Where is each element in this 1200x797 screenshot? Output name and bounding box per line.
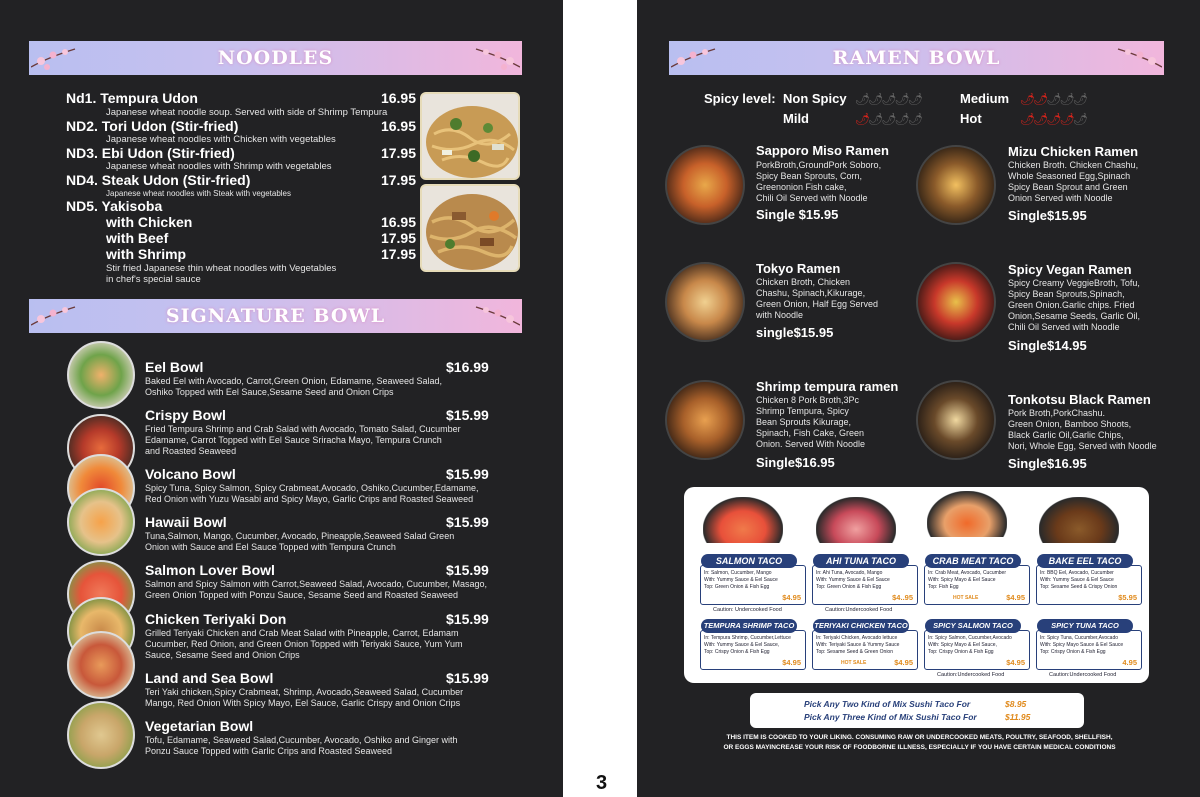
caution-note: Caution:Undercooked Food [825, 607, 893, 613]
bowl-desc-line: Onion with Sauce and Eel Sauce Topped with Tempura Crunch [145, 542, 396, 552]
bowl-desc-line: Red Onion with Yuzu Wasabi and Spicy Mayo, Garlic Crips and Roasted Seaweed [145, 494, 474, 504]
chili-icon: 🌶 [855, 92, 869, 106]
ramen-desc-line: Chicken Broth. Chicken Chashu, [1008, 160, 1139, 170]
taco-photo [927, 491, 1007, 537]
bowl-desc [145, 687, 495, 709]
taco-info-line: In: Salmon, Cucumber, Mango [704, 570, 772, 576]
ramen-photo [916, 262, 996, 342]
chili-icon: 🌶 [1033, 92, 1047, 106]
ramen-banner [669, 41, 1164, 75]
chili-icon: 🌶 [907, 92, 922, 106]
caution-note: Caution:Undercooked Food [1049, 672, 1117, 678]
ramen-desc-line: Green Onion, Bamboo Shoots, [1008, 419, 1132, 429]
taco-info-line: In: Ahi Tuna, Avocado, Mango [816, 570, 883, 576]
cherry-blossom-icon [31, 301, 77, 331]
noodle-price: 16.95 [380, 118, 416, 134]
ramen-desc [756, 395, 916, 450]
bowl-name: Volcano Bowl [145, 466, 236, 482]
taco-price: $5.95 [1118, 593, 1137, 602]
chili-icon: 🌶 [1059, 92, 1073, 106]
noodles-title: NOODLES [217, 47, 334, 69]
bowl-desc-line: Grilled Teriyaki Chicken and Crab Meat Salad with Pineapple, Carrot, Edamam [145, 628, 459, 638]
ramen-desc-line: Pork Broth,PorkChashu. [1008, 408, 1106, 418]
ramen-desc-line: Spicy Bean Sprout and Green [1008, 182, 1128, 192]
taco-price: $4.95 [782, 658, 801, 667]
chili-icon: 🌶 [1033, 112, 1047, 126]
ramen-name: Tonkotsu Black Ramen [1008, 392, 1151, 407]
taco-info-line: In: Crab Meat, Avocado, Cucumber [928, 570, 1007, 576]
bowl-desc [145, 483, 495, 505]
ramen-desc-line: Green Onion, Half Egg Served [756, 299, 879, 309]
ramen-desc-line: PorkBroth,GroundPork Soboro, [756, 160, 882, 170]
bowl-desc-line: Tuna,Salmon, Mango, Cucumber, Avocado, Pineapple,Seaweed Salad Green [145, 531, 455, 541]
bowl-price: $15.99 [446, 466, 489, 482]
combo-offer-price: $8.95 [1005, 699, 1027, 709]
combo-offer-text: Pick Any Three Kind of Mix Sushi Taco For [804, 712, 977, 722]
cherry-blossom-icon [474, 43, 520, 73]
taco-name: AHI TUNA TACO [813, 554, 909, 568]
menu-page-right [637, 0, 1200, 797]
bowl-price: $15.99 [446, 514, 489, 530]
taco-price: $4.95 [782, 593, 801, 602]
ramen-desc-line: Chicken 8 Pork Broth,3Pc [756, 395, 860, 405]
taco-price: $4.95 [1006, 593, 1025, 602]
taco-info-line: In: Tempura Shrimp, Cucumber,Lettuce [704, 635, 791, 641]
noodles-banner [29, 41, 522, 75]
ramen-title: RAMEN BOWL [832, 47, 1001, 69]
chili-icon: 🌶 [881, 92, 895, 106]
bowl-desc-line: Salmon and Spicy Salmon with Carrot,Seaweed Salad, Avocado, Cucumber, Masago, [145, 579, 488, 589]
noodle-desc: Stir fried Japanese thin wheat noodles with Vegetables [106, 263, 337, 274]
ramen-desc-line: Chili Oil Served with Noodle [1008, 322, 1120, 332]
taco-price: $4.95 [1006, 658, 1025, 667]
ramen-price: Single $15.95 [756, 207, 839, 222]
taco-info-line: With: Yummy Sauce & Eel Sauce [1040, 577, 1114, 583]
taco-info-line: With: Spicy Mayo & Eel Sauce, [928, 642, 997, 648]
bowl-desc-line: Oshiko Topped with Eel Sauce,Sesame Seed and Onion Crips [145, 387, 394, 397]
taco-name: TERIYAKI CHICKEN TACO [813, 619, 909, 633]
ramen-desc [1008, 160, 1168, 204]
taco-price: 4.95 [1122, 658, 1137, 667]
taco-info-line: Top: Green Onion & Fish Egg [704, 584, 770, 590]
bowl-desc-line: and Roasted Seaweed [145, 446, 237, 456]
taco-name: SPICY SALMON TACO [925, 619, 1021, 633]
bowl-name: Salmon Lover Bowl [145, 562, 275, 578]
bowl-desc [145, 735, 495, 757]
noodle-photo [420, 92, 520, 180]
menu-page-left [0, 0, 563, 797]
chili-icon: 🌶 [1046, 92, 1060, 106]
cherry-blossom-icon [1116, 43, 1162, 73]
taco-info-line: With: Yummy Sauce & Eel Sauce [704, 577, 778, 583]
bowl-name: Land and Sea Bowl [145, 670, 274, 686]
chili-icon: 🌶 [1059, 112, 1073, 126]
signature-banner [29, 299, 522, 333]
ramen-desc-line: Onion Served with Noodle [1008, 193, 1113, 203]
noodle-desc: in chef's special sauce [106, 274, 201, 285]
ramen-desc [756, 160, 916, 204]
bowl-price: $15.99 [446, 670, 489, 686]
taco-info-line: Top: Green Onion & Fish Egg [816, 584, 882, 590]
food-warning-line: OR EGGS MAYINCREASE YOUR RISK OF FOODBORNE ILLNESS, ESPECIALLY IF YOU HAVE CERTAIN MEDICAL CONDITIONS [723, 744, 1116, 751]
taco-info-line: In: Spicy Salmon, Cucumber,Avocado [928, 635, 1012, 641]
bowl-name: Crispy Bowl [145, 407, 226, 423]
ramen-desc [1008, 408, 1178, 452]
taco-info-line: With: Spicy Mayo Sauce & Eel Sauce [1040, 642, 1124, 648]
noodle-price: 17.95 [380, 145, 416, 161]
taco-info-line: In: Spicy Tuna, Cucumber,Avocado [1040, 635, 1119, 641]
cherry-blossom-icon [474, 301, 520, 331]
chili-rating [1020, 112, 1086, 126]
noodle-name: ND3. Ebi Udon (Stir-fried) [66, 145, 235, 161]
noodle-option-name: with Beef [106, 230, 169, 246]
bowl-desc-line: Sauce, Sesame Seed and Onion Crips [145, 650, 300, 660]
taco-info [924, 630, 1030, 670]
bowl-price: $15.99 [446, 407, 489, 423]
chili-icon: 🌶 [894, 92, 908, 106]
noodle-option-name: with Shrimp [106, 246, 187, 262]
bowl-desc-line: Cucumber, Red Onion, and Green Onion Topped with Teriyaki Sauce, Yum Yum [145, 639, 463, 649]
bowl-name: Vegetarian Bowl [145, 718, 254, 734]
noodle-name: ND4. Steak Udon (Stir-fried) [66, 172, 251, 188]
noodle-price: 17.95 [380, 230, 416, 246]
ramen-photo [665, 145, 745, 225]
bowl-photo [67, 701, 135, 769]
taco-photo [1039, 497, 1119, 543]
bowl-desc-line: Teri Yaki chicken,Spicy Crabmeat, Shrimp, Avocado,Seaweed Salad, Cucumber [145, 687, 464, 697]
ramen-desc-line: Spinach, Fish Cake, Green [756, 428, 865, 438]
taco-info-line: Top: Crispy Onion & Fish Egg [928, 649, 994, 655]
ramen-desc-line: Spicy Creamy VeggieBroth, Tofu, [1008, 278, 1140, 288]
ramen-desc-line: Chicken Broth, Chicken [756, 277, 851, 287]
ramen-photo [916, 145, 996, 225]
chili-rating [855, 112, 921, 126]
ramen-desc-line: Black Garlic Oil,Garlic Chips, [1008, 430, 1124, 440]
ramen-name: Sapporo Miso Ramen [756, 143, 889, 158]
ramen-desc-line: with Noodle [756, 310, 804, 320]
taco-price: $4..95 [892, 593, 913, 602]
bowl-desc-line: Baked Eel with Avocado, Carrot,Green Onion, Edamame, Seaweed Salad, [145, 376, 443, 386]
chili-icon: 🌶 [855, 112, 869, 126]
taco-name: BAKE EEL TACO [1037, 554, 1133, 568]
ramen-desc-line: Onion. Served With Noodle [756, 439, 866, 449]
taco-name: TEMPURA SHRIMP TACO [701, 619, 797, 633]
taco-info-line: Top: Fish Egg [928, 584, 959, 590]
taco-info-line: In: Teriyaki Chicken, Avocado lettuce [816, 635, 898, 641]
spicy-prefix: Spicy level: [704, 91, 776, 106]
chili-icon: 🌶 [1020, 112, 1034, 126]
chili-rating [855, 92, 921, 106]
bowl-desc-line: Mango, Red Onion With Spicy Mayo, Eel Sauce, Garlic Crispy and Onion Crips [145, 698, 461, 708]
bowl-desc-line: Ponzu Sauce Topped with Garlic Crips and Roasted Seaweed [145, 746, 392, 756]
spicy-level-label: Non Spicy [783, 91, 847, 106]
ramen-desc-line: Green Onion.Garlic chips. Fried [1008, 300, 1135, 310]
page-number: 3 [596, 772, 608, 794]
noodle-desc: Japanese wheat noodles with Steak with vegetables [106, 189, 292, 198]
noodle-price: 17.95 [380, 246, 416, 262]
hot-sale-badge: HOT SALE [953, 595, 979, 601]
ramen-desc-line: Spicy Bean Sprouts,Spinach, [1008, 289, 1125, 299]
bowl-desc-line: Edamame, Carrot Topped with Eel Sauce Sriracha Mayo, Tempura Crunch [145, 435, 442, 445]
bowl-desc-line: Green Onion Topped with Ponzu Sauce, Sesame Seed and Roasted Seaweed [145, 590, 459, 600]
chili-icon: 🌶 [1020, 92, 1034, 106]
taco-info-line: Top: Sesame Seed & Green Onion [816, 649, 893, 655]
noodle-option-name: with Chicken [106, 214, 193, 230]
bowl-desc-line: Spicy Tuna, Spicy Salmon, Spicy Crabmeat,Avocado, Oshiko,Cucumber,Edamame, [145, 483, 479, 493]
chili-icon: 🌶 [907, 112, 922, 126]
bowl-price: $16.99 [446, 359, 489, 375]
bowl-price: $15.99 [446, 562, 489, 578]
taco-info [812, 630, 918, 670]
chili-icon: 🌶 [894, 112, 908, 126]
ramen-price: single$15.95 [756, 325, 834, 340]
ramen-desc-line: Onion,Sesame Seeds, Garlic Oil, [1008, 311, 1141, 321]
taco-info [924, 565, 1030, 605]
ramen-name: Shrimp tempura ramen [756, 379, 899, 394]
bowl-desc [145, 579, 495, 601]
chili-icon: 🌶 [1046, 112, 1060, 126]
taco-info-line: In: BBQ Eel, Avocado, Cucumber [1040, 570, 1114, 576]
ramen-price: Single$16.95 [1008, 456, 1087, 471]
ramen-photo [665, 380, 745, 460]
noodle-name: ND2. Tori Udon (Stir-fried) [66, 118, 239, 134]
caution-note: Caution:Undercooked Food [937, 672, 1005, 678]
cherry-blossom-icon [671, 43, 717, 73]
bowl-desc-line: Fried Tempura Shrimp and Crab Salad with Avocado, Tomato Salad, Cucumber [145, 424, 461, 434]
ramen-name: Spicy Vegan Ramen [1008, 262, 1132, 277]
bowl-photo [67, 631, 135, 699]
combo-offer-text: Pick Any Two Kind of Mix Sushi Taco For [804, 699, 971, 709]
noodle-desc: Japanese wheat noodles with Chicken with vegetables [106, 134, 336, 145]
spicy-level-label: Mild [783, 111, 809, 126]
bowl-name: Eel Bowl [145, 359, 204, 375]
noodle-desc: Japanese wheat noodles with Shrimp with vegetables [106, 161, 332, 172]
bowl-desc [145, 376, 495, 398]
taco-info [812, 565, 918, 605]
taco-info-line: With: Yummy Sauce & Eel Sauce, [704, 642, 780, 648]
noodle-name: Nd1. Tempura Udon [66, 90, 198, 106]
bowl-desc [145, 628, 495, 661]
noodle-price: 17.95 [380, 172, 416, 188]
chili-icon: 🌶 [881, 112, 895, 126]
ramen-desc-line: Bean Sprouts Kikurage, [756, 417, 852, 427]
taco-info [700, 565, 806, 605]
taco-photo [816, 497, 896, 543]
ramen-price: Single$14.95 [1008, 338, 1087, 353]
food-warning [677, 733, 1162, 753]
ramen-price: Single$16.95 [756, 455, 835, 470]
ramen-desc-line: Whole Seasoned Egg,Spinach [1008, 171, 1131, 181]
noodle-photo [420, 184, 520, 272]
chili-icon: 🌶 [868, 112, 882, 126]
bowl-desc [145, 424, 495, 457]
ramen-desc-line: Spicy Bean Sprouts, Corn, [756, 171, 863, 181]
ramen-desc [1008, 278, 1168, 333]
noodle-price: 16.95 [380, 90, 416, 106]
noodle-name: ND5. Yakisoba [66, 198, 163, 214]
bowl-name: Hawaii Bowl [145, 514, 227, 530]
taco-info-line: With: Spicy Mayo & Eel Sauce [928, 577, 996, 583]
combo-offer-box [750, 693, 1084, 728]
taco-panel [684, 487, 1149, 683]
signature-title: SIGNATURE BOWL [165, 305, 386, 327]
ramen-photo [916, 380, 996, 460]
cherry-blossom-icon [31, 43, 77, 73]
chili-icon: 🌶 [1072, 112, 1087, 126]
ramen-desc-line: Shrimp Tempura, Spicy [756, 406, 849, 416]
hot-sale-badge: HOT SALE [841, 660, 867, 666]
combo-offer-price: $11.95 [1005, 712, 1031, 722]
bowl-price: $15.99 [446, 611, 489, 627]
ramen-name: Mizu Chicken Ramen [1008, 144, 1139, 159]
ramen-photo [665, 262, 745, 342]
taco-info-line: Top: Crispy Onion & Fish Egg [704, 649, 770, 655]
ramen-desc-line: Greenonion Fish cake, [756, 182, 847, 192]
taco-photo [703, 497, 783, 543]
taco-info-line: With: Yummy Sauce & Eel Sauce [816, 577, 890, 583]
taco-name: SALMON TACO [701, 554, 797, 568]
taco-info [1036, 630, 1142, 670]
ramen-desc-line: Chashu, Spinach,Kikurage, [756, 288, 866, 298]
taco-info-line: Top: Crispy Onion & Fish Egg [1040, 649, 1106, 655]
taco-name: SPICY TUNA TACO [1037, 619, 1133, 633]
bowl-name: Chicken Teriyaki Don [145, 611, 287, 627]
spicy-level-label: Hot [960, 111, 982, 126]
taco-info-line: With: Teriyaki Sauce & Yummy Sauce [816, 642, 900, 648]
ramen-price: Single$15.95 [1008, 208, 1087, 223]
chili-icon: 🌶 [868, 92, 882, 106]
bowl-photo [67, 488, 135, 556]
noodle-price: 16.95 [380, 214, 416, 230]
noodle-desc: Japanese wheat noodle soup. Served with side of Shrimp Tempura [106, 107, 388, 118]
taco-info [700, 630, 806, 670]
taco-price: $4.95 [894, 658, 913, 667]
spicy-level-label: Medium [960, 91, 1010, 106]
ramen-name: Tokyo Ramen [756, 261, 841, 276]
chili-rating [1020, 92, 1086, 106]
chili-icon: 🌶 [1072, 92, 1087, 106]
taco-info-line: Top: Sesame Seed & Crispy Onion [1040, 584, 1118, 590]
taco-info [1036, 565, 1142, 605]
ramen-desc-line: Nori, Whole Egg, Served with Noodle [1008, 441, 1157, 451]
ramen-desc-line: Chili Oil Served with Noodle [756, 193, 868, 203]
food-warning-line: THIS ITEM IS COOKED TO YOUR LIKING. CONSUMING RAW OR UNDERCOOKED MEATS, POULTRY, SEAFOOD, SHELLFISH, [726, 734, 1113, 741]
bowl-desc-line: Tofu, Edamame, Seaweed Salad,Cucumber, Avocado, Oshiko and Ginger with [145, 735, 458, 745]
taco-name: CRAB MEAT TACO [925, 554, 1021, 568]
bowl-desc [145, 531, 495, 553]
bowl-photo [67, 341, 135, 409]
ramen-desc [756, 277, 916, 321]
caution-note: Caution: Undercooked Food [713, 607, 782, 613]
